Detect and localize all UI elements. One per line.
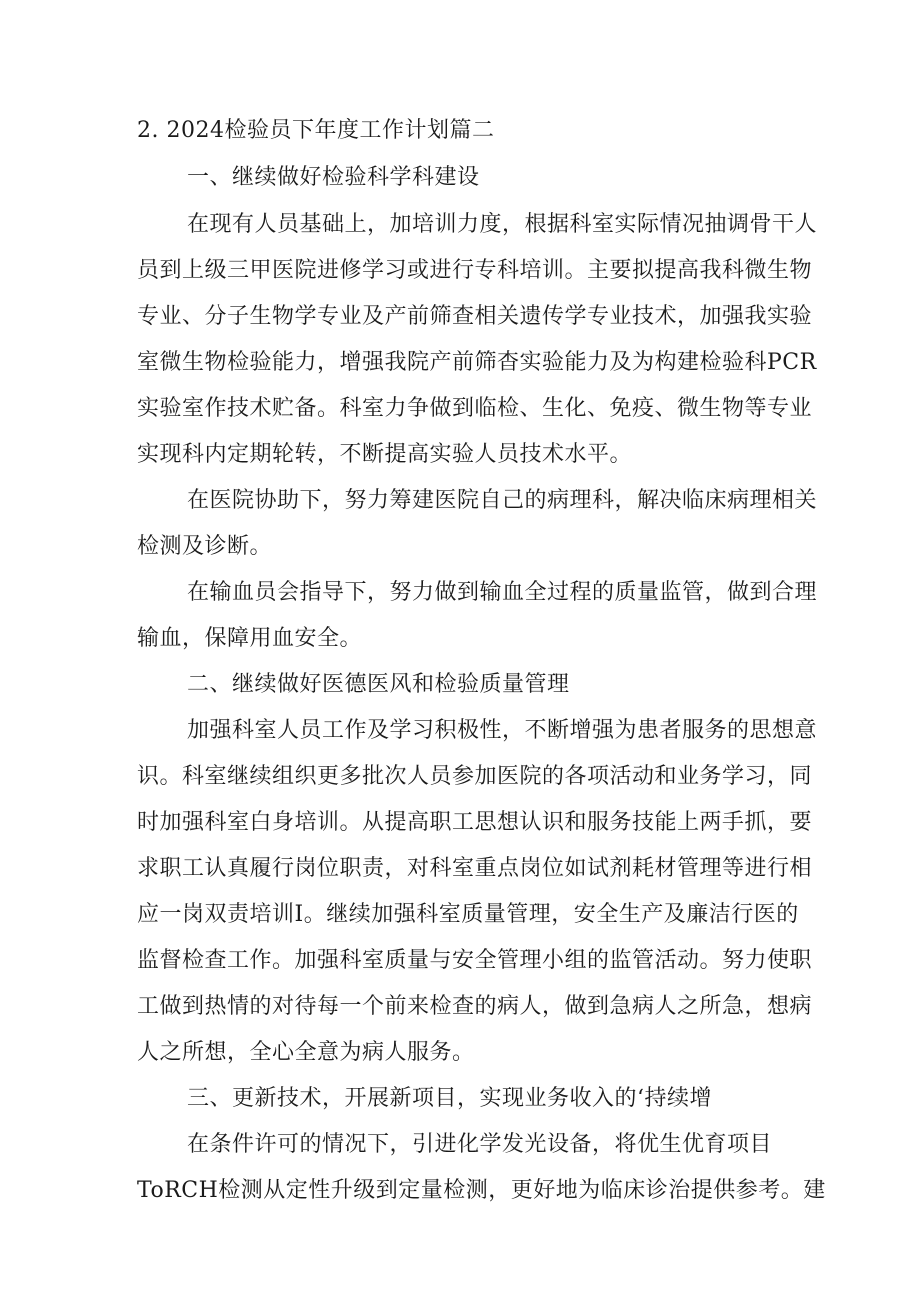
paragraph-line: 在现有人员基础上，加培训力度，根据科室实际情况抽调骨干人 [187, 212, 818, 237]
paragraph-line: ToRCH检测从定性升级到定量检测，更好地为临床诊治提供参考。建 [137, 1178, 826, 1203]
paragraph-line: 在输血员会指导下，努力做到输血全过程的质量监管，做到合理 [187, 580, 818, 605]
section-heading-1: 一、继续做好检验科学科建设 [187, 165, 480, 190]
paragraph-line: 实现科内定期轮转，不断提高实验人员技术水平。 [137, 442, 633, 467]
section-heading-3: 三、更新技术，开展新项目，实现业务收入的‘持续增 [187, 1086, 712, 1111]
paragraph-line: 人之所想，全心全意为病人服务。 [137, 1040, 475, 1065]
paragraph-line: 加强科室人员工作及学习积极性，不断增强为患者服务的思想意 [187, 718, 818, 743]
paragraph-line: 输血，保障用血安全。 [137, 626, 363, 651]
paragraph-line: 在条件许可的情况下，引进化学发光设备，将优生优育项目 [187, 1132, 773, 1157]
paragraph-line: 识。科室继续组织更多批次人员参加医院的各项活动和业务学习，同 [137, 764, 813, 789]
document-title: 2. 2024检验员下年度工作计划篇二 [137, 118, 495, 143]
paragraph-line: 实验室作技术贮备。科室力争做到临检、生化、免疫、微生物等专业 [137, 396, 813, 421]
paragraph-line: 工做到热情的对待每一个前来检查的病人，做到急病人之所急，想病 [137, 994, 813, 1019]
paragraph-line: 在医院协助下，努力筹建医院自己的病理科，解决临床病理相关 [187, 488, 818, 513]
paragraph-line: 应一岗双责培训I。继续加强科室质量管理，安全生产及廉洁行医的 [137, 902, 799, 927]
paragraph-line: 检测及诊断。 [137, 534, 273, 559]
paragraph-line: 监督检查工作。加强科室质量与安全管理小组的监管活动。努力使职 [137, 948, 813, 973]
paragraph-line: 员到上级三甲医院进修学习或进行专科培训。主要拟提高我科微生物 [137, 258, 813, 283]
paragraph-line: 时加强科室白身培训。从提高职工思想认识和服务技能上两手抓，要 [137, 810, 813, 835]
paragraph-line: 室微生物检验能力，增强我院产前筛杳实验能力及为构建检验科PCR [137, 350, 817, 375]
paragraph-line: 求职工认真履行岗位职责，对科室重点岗位如试剂耗材管理等进行相 [137, 856, 813, 881]
paragraph-line: 专业、分子生物学专业及产前筛查相关遗传学专业技术，加强我实验 [137, 304, 813, 329]
section-heading-2: 二、继续做好医德医风和检验质量管理 [187, 672, 570, 697]
